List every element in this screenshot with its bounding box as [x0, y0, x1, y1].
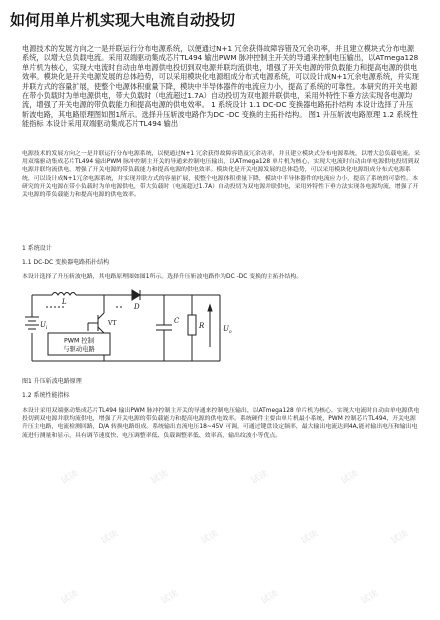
watermark-text: 试读	[149, 468, 171, 487]
label-inductor: L	[62, 298, 67, 306]
label-resistor: R	[199, 322, 205, 330]
watermark-text: 试读	[249, 468, 271, 487]
label-switch: VT	[108, 320, 117, 327]
watermark-text: 试读	[59, 468, 81, 487]
pwm-box-line2: 与驱动电路	[63, 346, 95, 353]
label-output-voltage: $U_o$	[223, 325, 232, 335]
watermark-text: 试读	[389, 528, 411, 547]
body-paragraph-intro: 电源技术的发展方向之一是并联运行分布电源系统，以便通过N+1 冗余获得故障容错及冗余功率，并且建立模块式分布电源系统，以增大总负载电流。采用双端驱动集成芯片TL494 输出PWM 脉冲控制主开关的导通来控制电压输出，以ATmega128 单片机为核心，实现大电流时自动由单电源供电投切到双电源并联均流供电，增强了开关电源的带负载能力和提高电源的供电效率。模块化是开关电源发展的总体趋势，可以采用模块化电源组成分布式电源系统，可以设计成N+1冗余电源系统，并实现并联方式的容量扩展，使整个电源体积重量下降，模块中半导体器件的电流应力小，提高了系统的可靠性。本研究的开关电源在带小负载时为单电源供电，带大负载时（电流超过1.7A）自动投切为双电源并联供电，采用外特性下垂方法实现各电源均流，增强了开关电源的带负载能力和提高电源的供电效率。	[22, 151, 420, 199]
watermark-text: 试读	[199, 528, 221, 547]
boost-circuit-figure	[24, 287, 240, 369]
figure-caption: 图1 升压斩波电路原理	[22, 378, 82, 385]
watermark-text: 试读	[159, 588, 181, 607]
watermark-text: 试读	[359, 588, 381, 607]
watermark-text: 试读	[59, 588, 81, 607]
watermark-text: 试读	[299, 528, 321, 547]
section-heading-system: 1 系统设计	[22, 245, 52, 252]
page-title: 如何用单片机实现大电流自动投切	[10, 11, 236, 29]
abstract-paragraph: 电源技术的发展方向之一是并联运行分布电源系统，以便通过N+1 冗余获得故障容错及冗余功率，并且建立模块式分布电源系统，以增大总负载电流。采用双端驱动集成芯片TL494 输出PWM 脉冲控制主开关的导通来控制电压输出，以ATmega128 单片机为核心，实现大电流时自动由单电源供电投切到双电源并联均流供电，增强了开关电源的带负载能力和提高电源的供电效率。模块化是开关电源发展的总体趋势，可以采用模块化电源组成分布式电源系统，可以设计成N+1冗余电源系统，并实现并联方式的容量扩展，使整个电源体积重量下降，模块中半导体器件的电流应力小，提高了系统的可靠性。本研究的开关电源在带小负载时为单电源供电，带大负载时（电流超过1.7A）自动投切为双电源并联供电，采用外特性下垂方法实现各电源均流，增强了开关电源的带负载能力和提高电源的供电效率。 1 系统设计 1.1 DC-DC 变换器电路拓扑结构 本设计选择了升压斩波电路，其电路原理图如图1所示。选择升压斩波电路作为DC -DC 变换的主拓扑结构。 图1 升压斩波电路原理 1.2 系统性能指标 本设计采用双端驱动集成芯片TL494 输出	[22, 44, 419, 129]
section-heading-performance: 1.2 系统性能指标	[22, 392, 70, 399]
section-heading-dcdc: 1.1 DC-DC 变换器电路拓扑结构	[22, 259, 110, 266]
pwm-box-line1: PWM 控制	[63, 337, 95, 345]
body-paragraph-performance: 本设计采用双端驱动集成芯片TL494 输出PWM 脉冲控制主开关的导通来控制电压输出，以ATmega128 单片机为核心，实现大电流时自动由单电源供电投切到双电源并联均流供电，增强了开关电源的带负载能力和提高电源的供电效率。系统硬件主要由单片机最小系统，PWM 控制芯片TL494、开关电源升压主电路，电流检测回路，D/A 转换电路组成。系统输出直流电压18~45V 可调，可通过键盘设定频率，最大输出电流达到4A,能对输出电压和输出电流进行测量和显示，具有调节速度快、电压调整率低、负载调整率低、效率高，输出纹波小等优点。	[22, 408, 420, 439]
watermark-text: 试读	[99, 528, 121, 547]
label-diode: D	[134, 303, 140, 311]
body-paragraph-dcdc: 本设计选择了升压斩波电路，其电路原理图如图1所示。选择升压斩波电路作为DC -DC 变换的主拓扑结构。	[22, 274, 303, 280]
label-input-voltage: $U_i$	[40, 321, 48, 331]
watermark-text: 试读	[259, 588, 281, 607]
label-capacitor: C	[174, 317, 180, 325]
watermark-text: 试读	[339, 468, 361, 487]
